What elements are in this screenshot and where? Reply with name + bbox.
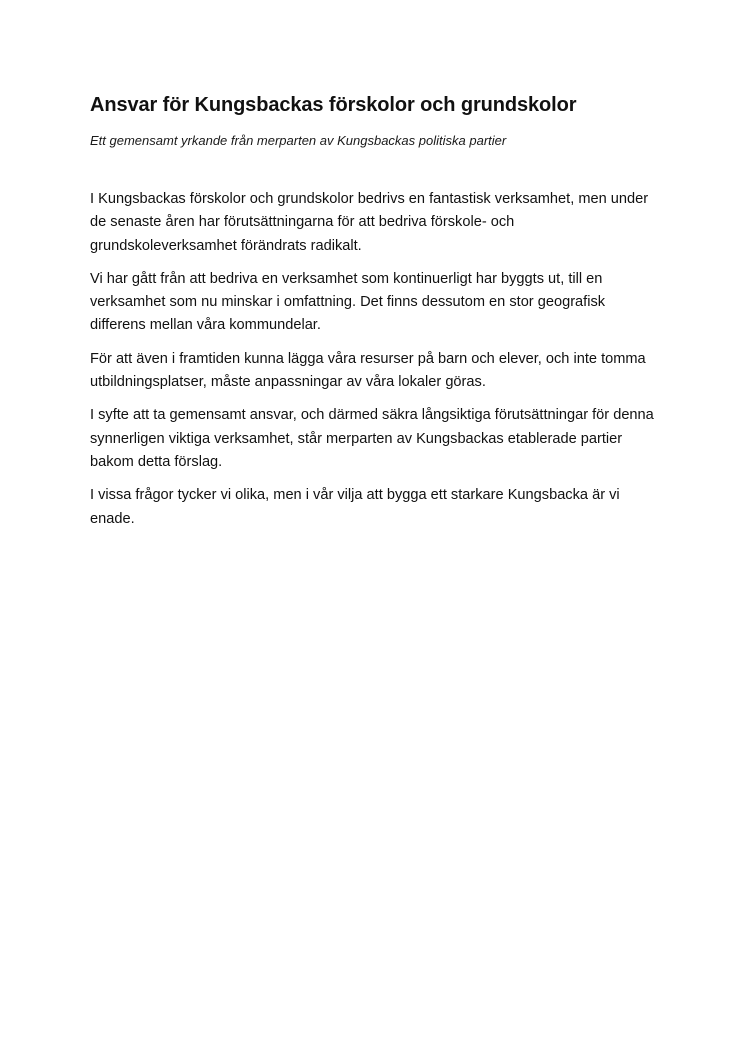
paragraph: För att även i framtiden kunna lägga våra resurser på barn och elever, och inte tomma utbildningsplatser, måste anpassningar av våra lokaler göras. [90,350,646,391]
document-title: Ansvar för Kungsbackas förskolor och grundskolor [90,94,577,116]
paragraph: I syfte att ta gemensamt ansvar, och därmed säkra långsiktiga förutsättningar för denna synnerligen viktiga verksamhet, står merparten av Kungsbackas etablerade partier bakom detta förslag. [90,407,654,470]
document-content [90,92,658,541]
document-subtitle: Ett gemensamt yrkande från merparten av Kungsbackas politiska partier [90,133,507,148]
paragraph: Vi har gått från att bedriva en verksamhet som kontinuerligt har byggts ut, till en verksamhet som nu minskar i omfattning. Det finns dessutom en stor geografisk differens mellan våra kommundelar. [90,270,606,334]
paragraph: I vissa frågor tycker vi olika, men i vår vilja att bygga ett starkare Kungsbacka är vi enade. [90,487,620,527]
paragraph: I Kungsbackas förskolor och grundskolor bedrivs en fantastisk verksamhet, men under de senaste åren har förutsättningarna för att bedriva förskole- och grundskoleverksamhet förändrats radikalt. [90,191,649,254]
document-body [90,188,658,531]
